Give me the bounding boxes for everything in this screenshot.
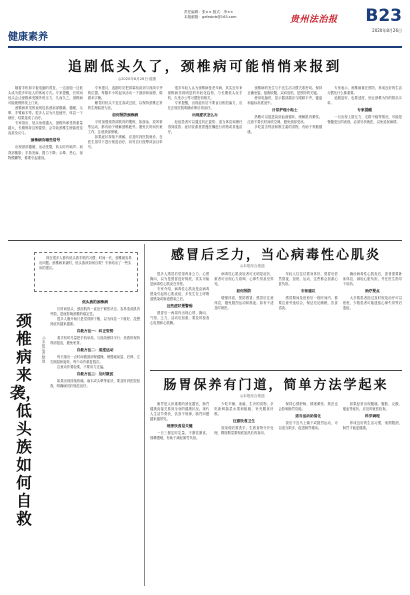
paragraph: 饭后不宜马上躺下或剧烈运动，可以适当散步，促进肠胃蠕动。	[278, 421, 338, 431]
email-line: 本版邮箱：gzfzsbrb@163.com	[184, 15, 237, 20]
subheading: 日常护理小贴士	[271, 108, 298, 113]
article-body	[50, 298, 140, 588]
paragraph: 睡觉时枕头不宜过高或过低，以保持颈椎正常的生理曲度为宜。	[87, 101, 163, 111]
article-byline: ◎2020年8月26日·健康	[118, 77, 157, 81]
subheading: 低头族的颈椎病	[82, 300, 108, 304]
subheading: 出现症状怎么办	[192, 113, 218, 118]
paragraph: 长时间低头，颈部肌肉一直处于紧张状态，容易造成肌肉劳损，进而影响颈椎的稳定性。	[50, 307, 140, 317]
article-headline: 肠胃保养有门道，简单方法学起来	[163, 378, 389, 393]
paragraph: 多吃富含钙质和维生素的食物，有助于骨骼健康。	[247, 125, 323, 135]
subheading: 这些症状要警惕	[166, 304, 193, 309]
article-column	[8, 86, 83, 236]
subheading: 规律饮食是关键	[166, 424, 193, 429]
article-column	[279, 402, 338, 588]
subheading: 自救方法二：适度运动	[76, 348, 114, 353]
paragraph: 如果出现持续疼痛、麻木或头晕等症状，要及时到医院检查，明确病因后规范治疗。	[50, 379, 140, 389]
article-column	[279, 272, 338, 368]
paragraph: 注意动作要轻柔，不要用力过猛。	[57, 365, 107, 370]
paragraph: 使用电脑时，显示器顶端应与眼睛平齐，键盘和鼠标高度适中。	[247, 96, 323, 106]
paragraph: 专家介绍，病毒性心肌炎是由病毒感染引起的心肌炎症，多发生在上呼吸道感染或肠道感染之后。	[150, 287, 210, 302]
article-column	[327, 86, 402, 236]
article-column	[150, 402, 209, 588]
article-body	[150, 402, 402, 588]
intro-box	[34, 252, 138, 292]
paragraph: 追剧虽好，也要适度，别让颈椎为你的娱乐买单。	[327, 96, 402, 106]
editor-info	[184, 10, 288, 20]
header-divider	[8, 46, 402, 48]
paragraph: 一旦出现上肢无力、走路不稳等情况，可能是脊髓受压的表现，必须尽快就医，以免延误病情。	[327, 115, 402, 125]
article-headline: 感冒后乏力，当心病毒性心肌炎	[170, 248, 381, 263]
editor-line: 责任编辑：张×× 版式：李××	[184, 10, 234, 14]
paragraph: 热敷可以促进局部血液循环，缓解肌肉紧张。注意不要长时间吹空调，避免颈部受凉。	[247, 115, 323, 125]
article-column	[88, 86, 163, 236]
paragraph: 每天抽出一点时间做颈部保健操，缓慢地前屈、后伸、左右侧屈和旋转，每个动作重复数次。	[50, 355, 140, 365]
subheading: 治疗要点	[365, 289, 380, 294]
article-column	[343, 402, 402, 588]
vertical-headline: 颈椎病来袭，低头族如何自救	[10, 311, 42, 528]
subheading: 自救方法一：纠正姿势	[76, 329, 114, 334]
article-byline: ◎本报记者 整理	[42, 336, 46, 363]
paragraph: 保持心情舒畅，情绪紧张、焦虑也会影响肠胃功能。	[278, 402, 338, 412]
paragraph: 专家提醒，出现症状后不要盲目相信偏方，应在正规医院明确诊断后再治疗。	[167, 101, 243, 111]
paragraph: 如果症状持续不缓解，应及时到医院就诊，在医生指导下进行规范治疗，切勿自行按摩或盲目牵引。	[87, 135, 163, 150]
article-column	[150, 272, 209, 368]
article-headline: 追剧低头久了，颈椎病可能悄悄来报到	[68, 59, 342, 75]
paragraph: 出现颈部僵硬、活动受限，转头时有响声；肩背部酸胀；手指发麻、握力下降；头晕、恶心、视物模糊等，都要引起重视。	[8, 145, 83, 160]
paragraph: 随着手机和平板电脑的普及，一边追剧一边低头成为很多年轻人的休闲方式。专家提醒，长时间低头会让颈椎承受额外的压力，久而久之，颈椎病可能就悄悄找上门来。	[8, 86, 83, 106]
paragraph: 专家建议，追剧时应把屏幕抬高到与视线平齐的位置，每隔半小时起身活动一下颈部和肩膀，做做米字操。	[87, 86, 163, 101]
paragraph: 饭前便后要洗手，生熟食物分开处理，剩饭剩菜要彻底加热后再食用。	[214, 426, 274, 436]
paragraph: 颈椎病的发生与不良生活习惯关系密切。保持正确坐姿，挺胸收腹，双肩放松，是预防的关键。	[247, 86, 323, 96]
paragraph: 确诊病毒性心肌炎后，患者需要卧床休息，减轻心脏负担，并在医生指导下用药。	[342, 272, 402, 287]
page-header	[8, 6, 402, 44]
subheading: 科学调理	[365, 414, 380, 419]
paragraph: 轻症患者可以通过纠正姿势、适当休息和理疗得到改善；症状较重者需遵医嘱进行药物或其他治疗。	[167, 120, 243, 135]
paragraph: 感冒后一两周内出现心悸、胸闷、气短、乏力，活动后加重，要及时检查心电图和心肌酶。	[150, 311, 210, 326]
section-divider	[8, 240, 402, 241]
article-column	[247, 86, 322, 236]
subheading: 适当运动助消化	[295, 414, 322, 419]
paragraph: 增强体质，预防感冒；感冒后注意休息，避免剧烈运动和熬夜；如有不适及时就医。	[214, 296, 274, 311]
intro-text: 现在很多人都有低头看手机的习惯，时间一长，颈椎就容易出问题。颈椎病来袭时，低头族该如何自救？专家给出了一些实用的建议。	[39, 256, 132, 270]
paragraph: 专家指出，低头角度越大，颈椎所承受的重量越大，长期保持这种姿势，会导致颈椎生理曲度变直甚至反弓。	[8, 121, 83, 136]
paragraph: 看手机时尽量把手机举高，与视线保持平行；坐着时保持背部挺直，避免驼背。	[50, 336, 140, 346]
paragraph: 少吃辛辣、油腻、生冷的食物，多吃新鲜蔬菜水果和粗粮，补充膳食纤维。	[214, 402, 274, 417]
section-divider	[150, 370, 402, 371]
article-byline: ◎本报综合报道	[240, 264, 265, 268]
article-column	[214, 272, 273, 368]
paragraph: 平时加强颈背部肌肉的锻炼，如游泳、放风筝等运动，都有助于缓解颈椎疲劳。避免长时间伏案工作，注意颈部保暖。	[87, 120, 163, 135]
newspaper-logo: 贵州法治报	[290, 15, 338, 25]
paragraph: 养成良好的生活习惯，戒烟限酒，肠胃才能更健康。	[342, 421, 402, 431]
article-body	[8, 86, 402, 236]
subheading: 如何预防	[236, 289, 252, 294]
article-column	[168, 86, 243, 236]
subheading: 颈椎病有哪些信号	[30, 138, 61, 143]
paragraph: 感冒期间及痊愈后一段时间内，都要注意劳逸结合，保证充足睡眠，饮食清淡。	[278, 296, 338, 311]
paragraph: 颈椎病常见的表现包括颈肩部酸痛、僵硬，头晕、手臂麻木等。很多人以为只是疲劳，休息一下就好，结果延误了治疗。	[8, 106, 83, 121]
subheading: 注意饮食卫生	[232, 419, 255, 424]
column-divider	[144, 244, 145, 586]
issue-date: 2020年8月26日	[372, 28, 402, 33]
paragraph: 很多人刚开始只是觉得脖子酸，以为休息一下就好，没想到症状越来越重。	[50, 317, 140, 327]
subheading: 专家建议	[300, 289, 316, 294]
paragraph: 专家表示，颈椎病重在预防，养成良好的生活习惯比什么都重要。	[327, 86, 402, 96]
paragraph: 很多年轻人认为颈椎病是老年病，其实近年来颈椎病呈现明显的年轻化趋势，与长期低头玩手机、久坐办公等习惯密切相关。	[167, 86, 243, 101]
paragraph: 如果经常出现腹痛、腹胀、反酸、便血等症状，应及时就医检查。	[342, 402, 402, 412]
paragraph: 年轻人往往仗着身体好，感冒后依然熬夜、加班、运动，这些都会加重心脏负担。	[278, 272, 338, 287]
subheading: 专家提醒	[357, 108, 372, 113]
paragraph: 一日三餐定时定量，不暴饮暴食，细嚼慢咽，有助于减轻肠胃负担。	[150, 431, 210, 441]
page-number: B23	[365, 6, 402, 26]
paragraph: 肠胃是人体重要的消化器官，肠胃健康直接关系到全身的健康状况。现代人生活节奏快，饮食不规律，肠胃问题越来越常见。	[150, 402, 210, 422]
subheading: 如何预防颈椎病	[112, 113, 139, 118]
article-column	[214, 402, 273, 588]
article-body	[150, 272, 402, 368]
article-column	[50, 298, 140, 588]
article-byline: ◎本报综合报道	[240, 394, 265, 398]
paragraph: 大多数患者经过及时规范治疗可以痊愈，少数患者可能遗留心律失常等后遗症。	[342, 296, 402, 311]
article-column	[343, 272, 402, 368]
paragraph: 病毒性心肌炎轻者可无明显症状，重者可出现心力衰竭、心律失常甚至猝死。	[214, 272, 274, 287]
subheading: 自救方法三：及时就医	[76, 372, 114, 377]
section-title: 健康素养	[8, 32, 48, 43]
paragraph: 很多人感冒后觉得浑身乏力、心慌胸闷，以为是感冒没好彻底，其实可能是病毒性心肌炎在作怪。	[150, 272, 210, 287]
